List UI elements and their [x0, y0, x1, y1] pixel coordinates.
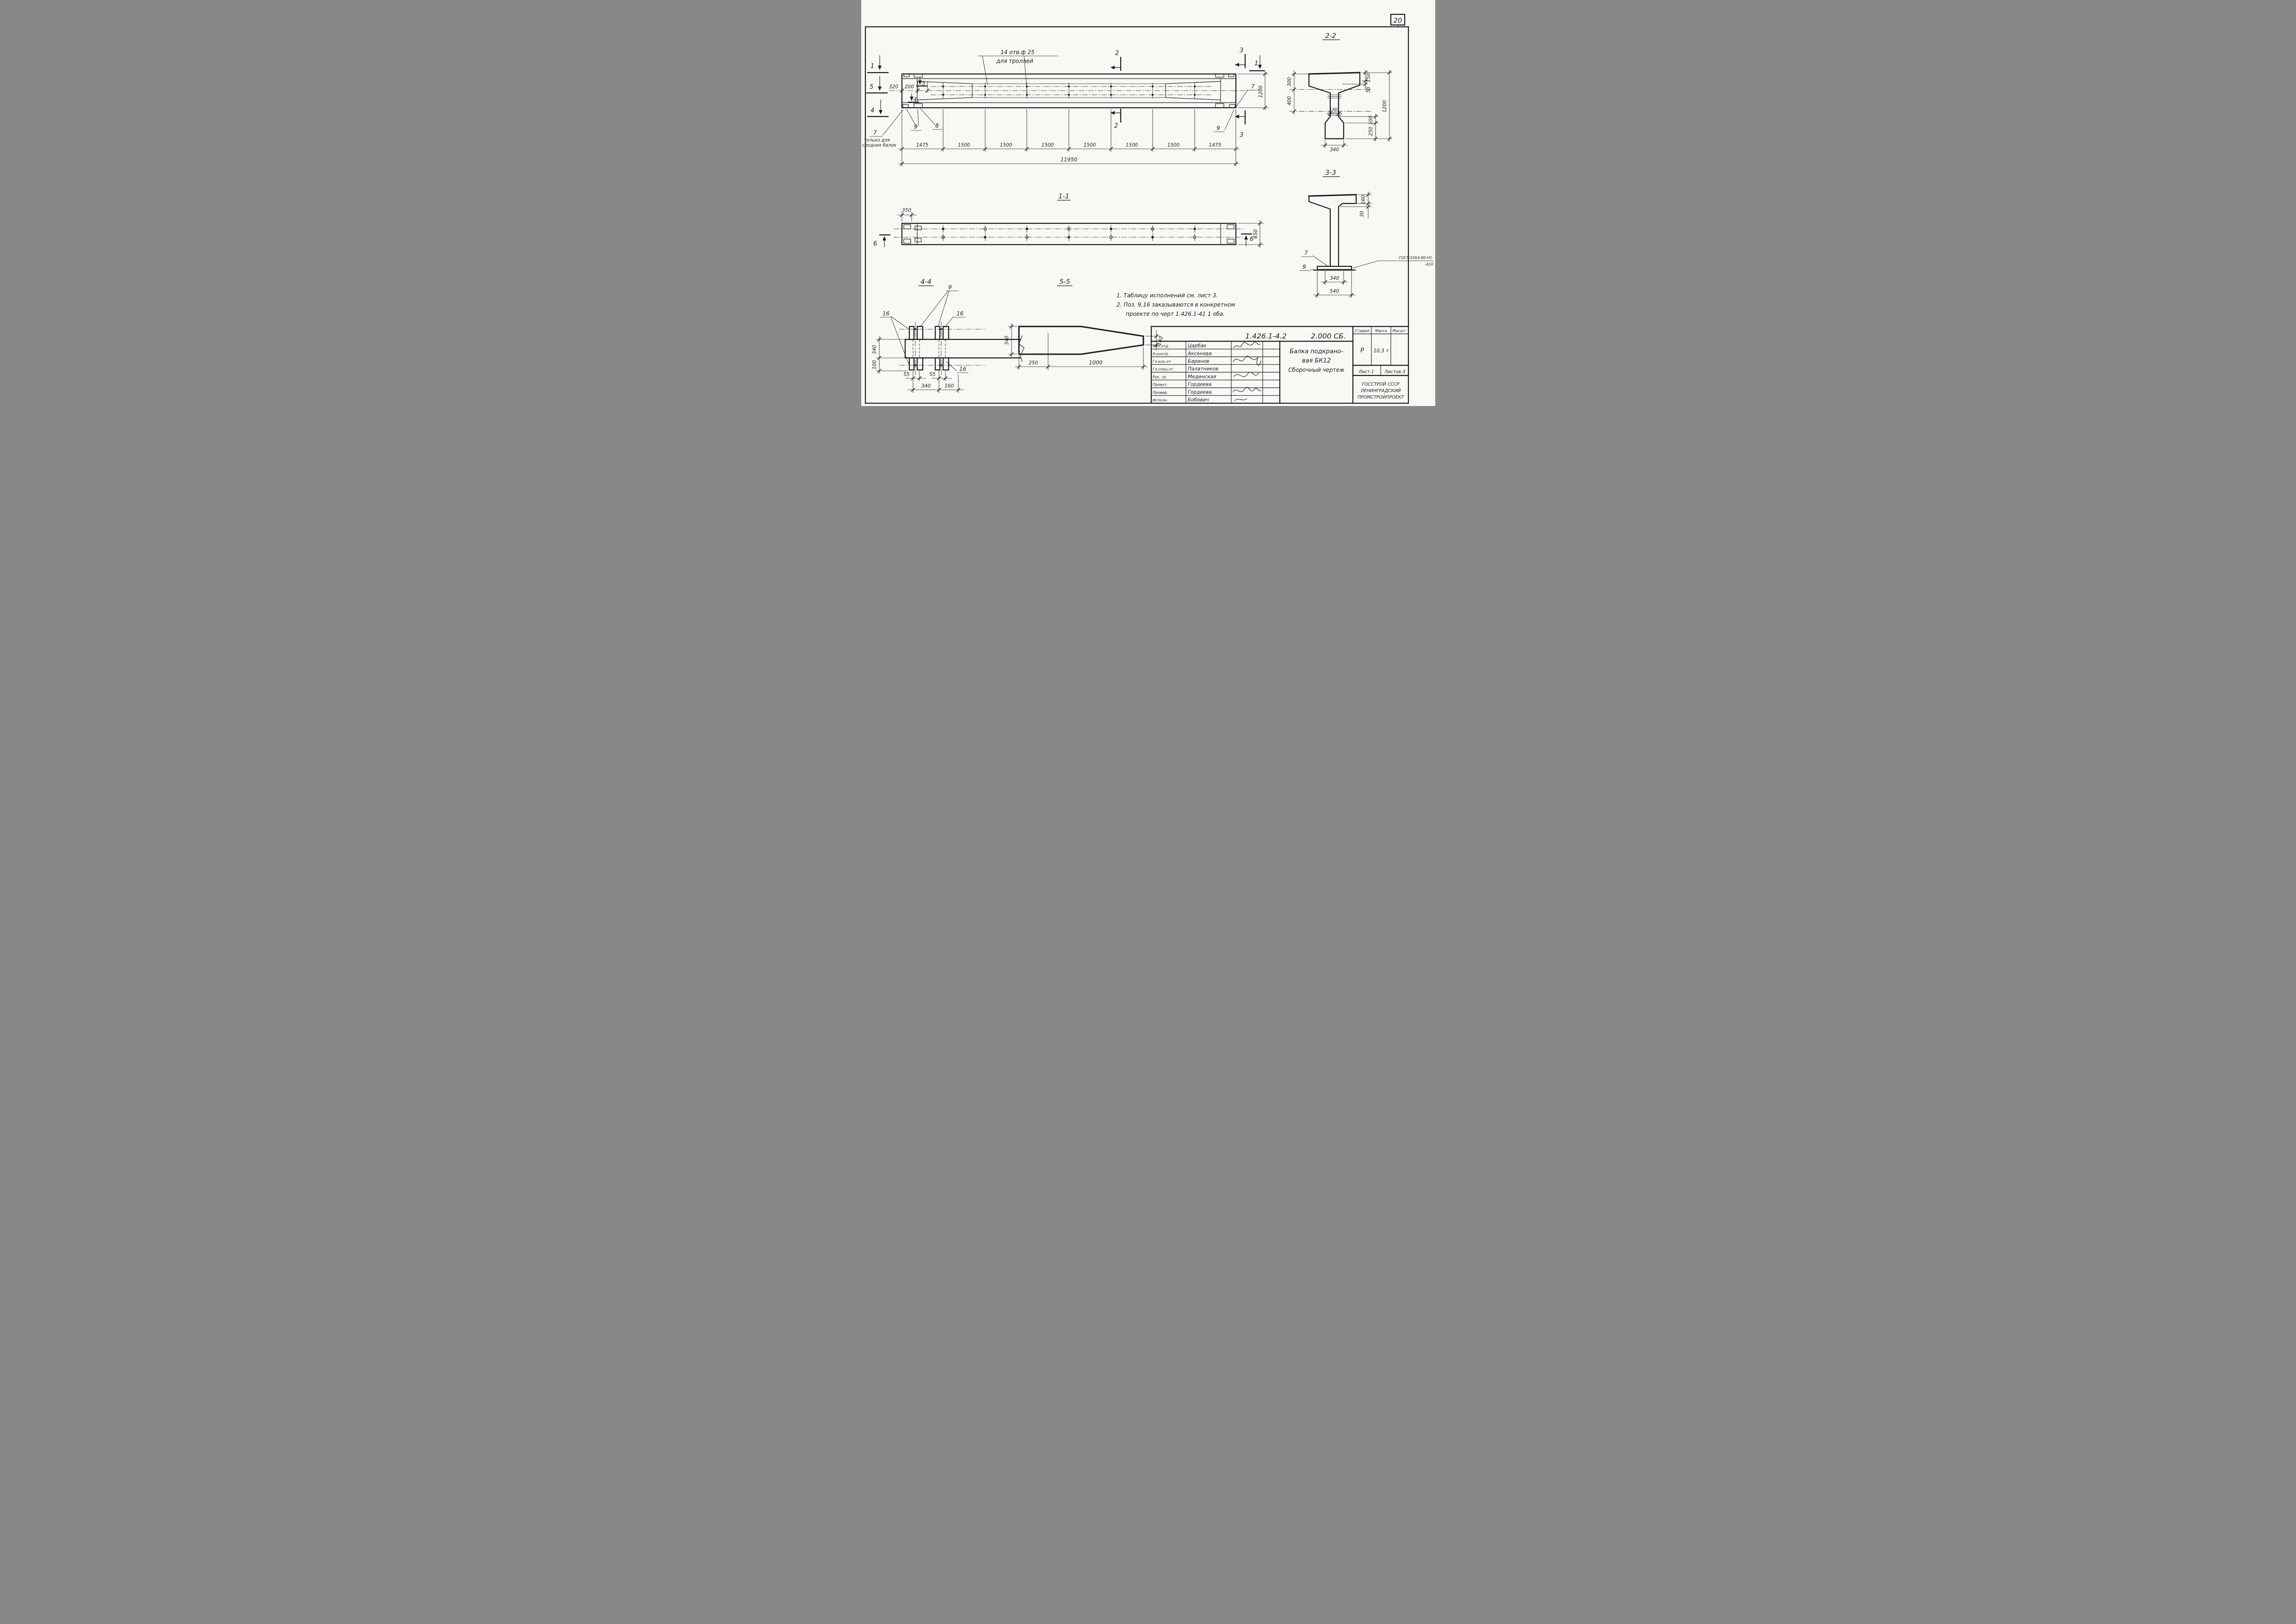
- sheet-frame: [865, 14, 1408, 403]
- section-mark-4: [868, 100, 888, 117]
- svg-text:250: 250: [1368, 126, 1374, 136]
- section-mark-5: [867, 76, 887, 93]
- svg-text:вая БК12: вая БК12: [1302, 357, 1331, 364]
- bolt-holes: [914, 83, 1196, 366]
- ref-label-16-bottom: [946, 362, 969, 373]
- stage-value: Р: [1360, 347, 1364, 354]
- svg-text:1475: 1475: [916, 142, 928, 148]
- svg-text:Аксенова: Аксенова: [1187, 351, 1212, 357]
- section-mark-6-right: [1241, 234, 1253, 246]
- stage-mass-scale: [1355, 329, 1407, 354]
- section-mark-1-right: [1250, 55, 1265, 71]
- svg-text:7: 7: [873, 129, 877, 136]
- svg-text:3: 3: [1239, 47, 1243, 54]
- dim-340-540: [1313, 271, 1356, 298]
- svg-text:200: 200: [904, 84, 914, 90]
- svg-text:4: 4: [913, 96, 917, 103]
- svg-text:650: 650: [1253, 229, 1259, 239]
- svg-text:Гордеева: Гордеева: [1187, 389, 1212, 395]
- svg-text:340: 340: [1329, 147, 1339, 153]
- svg-text:Масса: Масса: [1375, 329, 1387, 333]
- svg-text:1: 1: [870, 63, 874, 70]
- svg-text:1000: 1000: [1088, 359, 1103, 366]
- svg-text:250: 250: [1028, 360, 1038, 366]
- svg-text:160: 160: [1360, 195, 1366, 205]
- svg-text:1500: 1500: [1041, 142, 1054, 148]
- svg-text:1500: 1500: [1000, 142, 1012, 148]
- ref-label-16-left: [880, 310, 909, 364]
- mass-value: 10,3 т: [1373, 348, 1389, 354]
- svg-text:ГОССТРОЙ СССР: ГОССТРОЙ СССР: [1362, 382, 1399, 387]
- section-mark-2-top: [1111, 50, 1121, 70]
- note-1: 1. Таблицу исполнений см. лист 3.: [1116, 292, 1218, 299]
- svg-text:Гордеева: Гордеева: [1187, 381, 1212, 388]
- svg-text:140: 140: [1329, 107, 1338, 112]
- section-mark-1: [868, 55, 888, 73]
- svg-text:8: 8: [935, 123, 939, 129]
- section-4-4-title: 4-4: [920, 278, 932, 286]
- section-3-3-view: [1300, 169, 1433, 298]
- svg-text:1500: 1500: [1167, 142, 1179, 148]
- svg-text:2: 2: [1115, 50, 1119, 57]
- svg-text:5: 5: [869, 84, 873, 91]
- ref-label-9-left: [907, 109, 921, 130]
- sheet-counters: [1358, 369, 1405, 375]
- title-block-names: [1187, 343, 1218, 403]
- svg-text:1475: 1475: [1209, 142, 1221, 148]
- svg-text:ГОСТ-5264-80-Н1-: ГОСТ-5264-80-Н1-: [1399, 256, 1433, 260]
- svg-text:4: 4: [870, 107, 874, 114]
- support-pad: [914, 104, 922, 108]
- section-mark-3-top: [1235, 47, 1245, 68]
- dim-350: [897, 208, 917, 221]
- weld-note: [1352, 256, 1433, 268]
- svg-text:100: 100: [1368, 115, 1374, 125]
- svg-text:3: 3: [1239, 132, 1243, 139]
- svg-text:55: 55: [903, 372, 910, 377]
- svg-text:2: 2: [1114, 123, 1118, 129]
- main-elevation-view: [862, 47, 1268, 166]
- svg-text:ПРОМСТРОЙПРОЕКТ: ПРОМСТРОЙПРОЕКТ: [1357, 395, 1404, 400]
- svg-text:Балка подкрано-: Балка подкрано-: [1289, 348, 1343, 355]
- svg-text:Рук. гр.: Рук. гр.: [1152, 375, 1167, 379]
- dim-height-1200: [1238, 72, 1268, 110]
- svg-text:Масшт.: Масшт.: [1392, 329, 1407, 333]
- weld-ticks: [1327, 95, 1341, 116]
- svg-text:6: 6: [873, 240, 877, 247]
- svg-text:140: 140: [1156, 335, 1164, 346]
- svg-text:9: 9: [1302, 264, 1306, 270]
- svg-text:Проект.: Проект.: [1152, 382, 1168, 387]
- svg-text:9: 9: [1216, 125, 1220, 131]
- ref-label-7-right: [1236, 83, 1260, 107]
- svg-text:1200: 1200: [1382, 100, 1388, 113]
- section-3-3-title: 3-3: [1325, 169, 1336, 177]
- svg-text:16: 16: [882, 310, 889, 317]
- support-pad: [1216, 104, 1224, 108]
- section-2-2-view: [1287, 32, 1392, 153]
- svg-text:350: 350: [901, 208, 911, 213]
- dim-100-250: [1339, 114, 1378, 141]
- svg-text:5: 5: [921, 80, 925, 86]
- signature-scribbles: [1233, 342, 1261, 400]
- svg-text:50: 50: [1365, 86, 1371, 93]
- svg-text:100: 100: [871, 360, 877, 370]
- dim-340-160: [907, 375, 964, 393]
- ref-label-9-right: [1214, 110, 1234, 132]
- svg-text:30: 30: [1359, 211, 1365, 217]
- title-block: [1151, 326, 1408, 403]
- dim-340-bottom: [1321, 140, 1348, 153]
- svg-text:Царбак: Царбак: [1187, 343, 1207, 349]
- section-mark-5-inner: [917, 78, 927, 86]
- svg-text:1500: 1500: [1125, 142, 1138, 148]
- svg-text:340: 340: [871, 344, 877, 355]
- page-number: 20: [1393, 17, 1402, 25]
- svg-text:Гл.спец.от.: Гл.спец.от.: [1152, 367, 1174, 371]
- svg-text:150: 150: [1365, 73, 1371, 83]
- organization-block: [1357, 381, 1404, 400]
- svg-text:1: 1: [1254, 60, 1258, 67]
- holes-note-line2: для троллей: [996, 58, 1033, 64]
- svg-text:6: 6: [1249, 236, 1253, 243]
- svg-text:ЛЕНИНГРАДСКИЙ: ЛЕНИНГРАДСКИЙ: [1360, 388, 1401, 394]
- section-mark-3-bottom: [1235, 111, 1245, 139]
- svg-text:Провер.: Провер.: [1152, 390, 1168, 395]
- title-block-roles: [1153, 344, 1174, 402]
- notes-block: [1117, 292, 1235, 317]
- note-middle-beams-1: только для: [864, 138, 890, 143]
- svg-text:540: 540: [1329, 289, 1339, 294]
- ref-label-9: [920, 284, 958, 326]
- section-1-1-view: [873, 193, 1264, 248]
- ref-label-16-right: [944, 310, 966, 327]
- drawing-sheet: [861, 0, 1435, 406]
- svg-text:Нач.отд.: Нач.отд.: [1152, 344, 1169, 348]
- sheets-total-label: Листов 3: [1384, 369, 1405, 375]
- dim-total-11950: 11950: [1060, 156, 1077, 163]
- note-2-cont: проекте по черт 1.426.1-41 1 оба.: [1125, 311, 1225, 317]
- dim-340-left: [1004, 323, 1017, 357]
- doc-number: 1.426.1-4.2: [1245, 332, 1287, 340]
- svg-text:Баранов: Баранов: [1187, 358, 1209, 364]
- svg-text:-Δ10: -Δ10: [1424, 262, 1433, 266]
- title-block-main-title: [1288, 348, 1345, 373]
- svg-text:320: 320: [889, 84, 898, 90]
- svg-text:340: 340: [1004, 335, 1010, 345]
- svg-text:9: 9: [948, 284, 952, 290]
- doc-code: 2.000 СБ.: [1310, 332, 1346, 340]
- svg-text:160: 160: [944, 383, 954, 389]
- ref-label-8-left: [920, 109, 943, 129]
- ref-label-7-left: [862, 110, 903, 148]
- svg-text:Мединская: Мединская: [1187, 374, 1216, 380]
- svg-text:1500: 1500: [957, 142, 970, 148]
- note-middle-beams-2: средних балок: [862, 143, 896, 148]
- dimension-ticks: [877, 71, 1391, 392]
- section-1-1-title: 1-1: [1058, 193, 1069, 200]
- svg-text:55: 55: [929, 372, 936, 377]
- svg-text:16: 16: [956, 310, 963, 317]
- assembly-drawing-canvas: [861, 0, 1435, 406]
- svg-text:400: 400: [1286, 96, 1292, 106]
- note-2: 2. Поз. 9,16 заказываются в конкретном: [1116, 301, 1235, 308]
- svg-text:Гл.кон.от.: Гл.кон.от.: [1152, 359, 1172, 364]
- dim-340-100: [872, 336, 907, 374]
- svg-text:7: 7: [1304, 250, 1308, 256]
- svg-text:Палатников: Палатников: [1187, 366, 1218, 372]
- svg-text:1200: 1200: [1258, 85, 1264, 98]
- dim-chain-bottom: [898, 109, 1240, 166]
- svg-text:Исполн.: Исполн.: [1152, 398, 1168, 402]
- svg-text:1500: 1500: [1083, 142, 1096, 148]
- section-2-2-title: 2-2: [1325, 32, 1336, 40]
- svg-text:Н.контр.: Н.контр.: [1152, 352, 1169, 356]
- svg-text:16: 16: [959, 366, 966, 372]
- dim-250-1000: [1015, 333, 1148, 370]
- svg-text:300: 300: [1286, 77, 1292, 87]
- section-mark-2-bottom: [1111, 109, 1121, 129]
- sheet-number-label: Лист 1: [1358, 369, 1374, 375]
- svg-text:Сборочный чертеж: Сборочный чертеж: [1288, 367, 1345, 373]
- holes-note-line1: 14 отв.ф 25: [1000, 49, 1035, 55]
- svg-text:9: 9: [913, 123, 918, 130]
- svg-text:Бобович: Бобович: [1187, 397, 1209, 403]
- dim-300-400: [1287, 70, 1309, 115]
- section-4-4-view: [872, 278, 1024, 393]
- section-mark-6-left: [873, 235, 890, 247]
- section-5-5-title: 5-5: [1059, 278, 1070, 286]
- svg-text:340: 340: [921, 383, 931, 389]
- svg-text:7: 7: [1251, 83, 1255, 90]
- svg-text:340: 340: [1329, 276, 1339, 281]
- svg-text:Стадия: Стадия: [1355, 329, 1369, 333]
